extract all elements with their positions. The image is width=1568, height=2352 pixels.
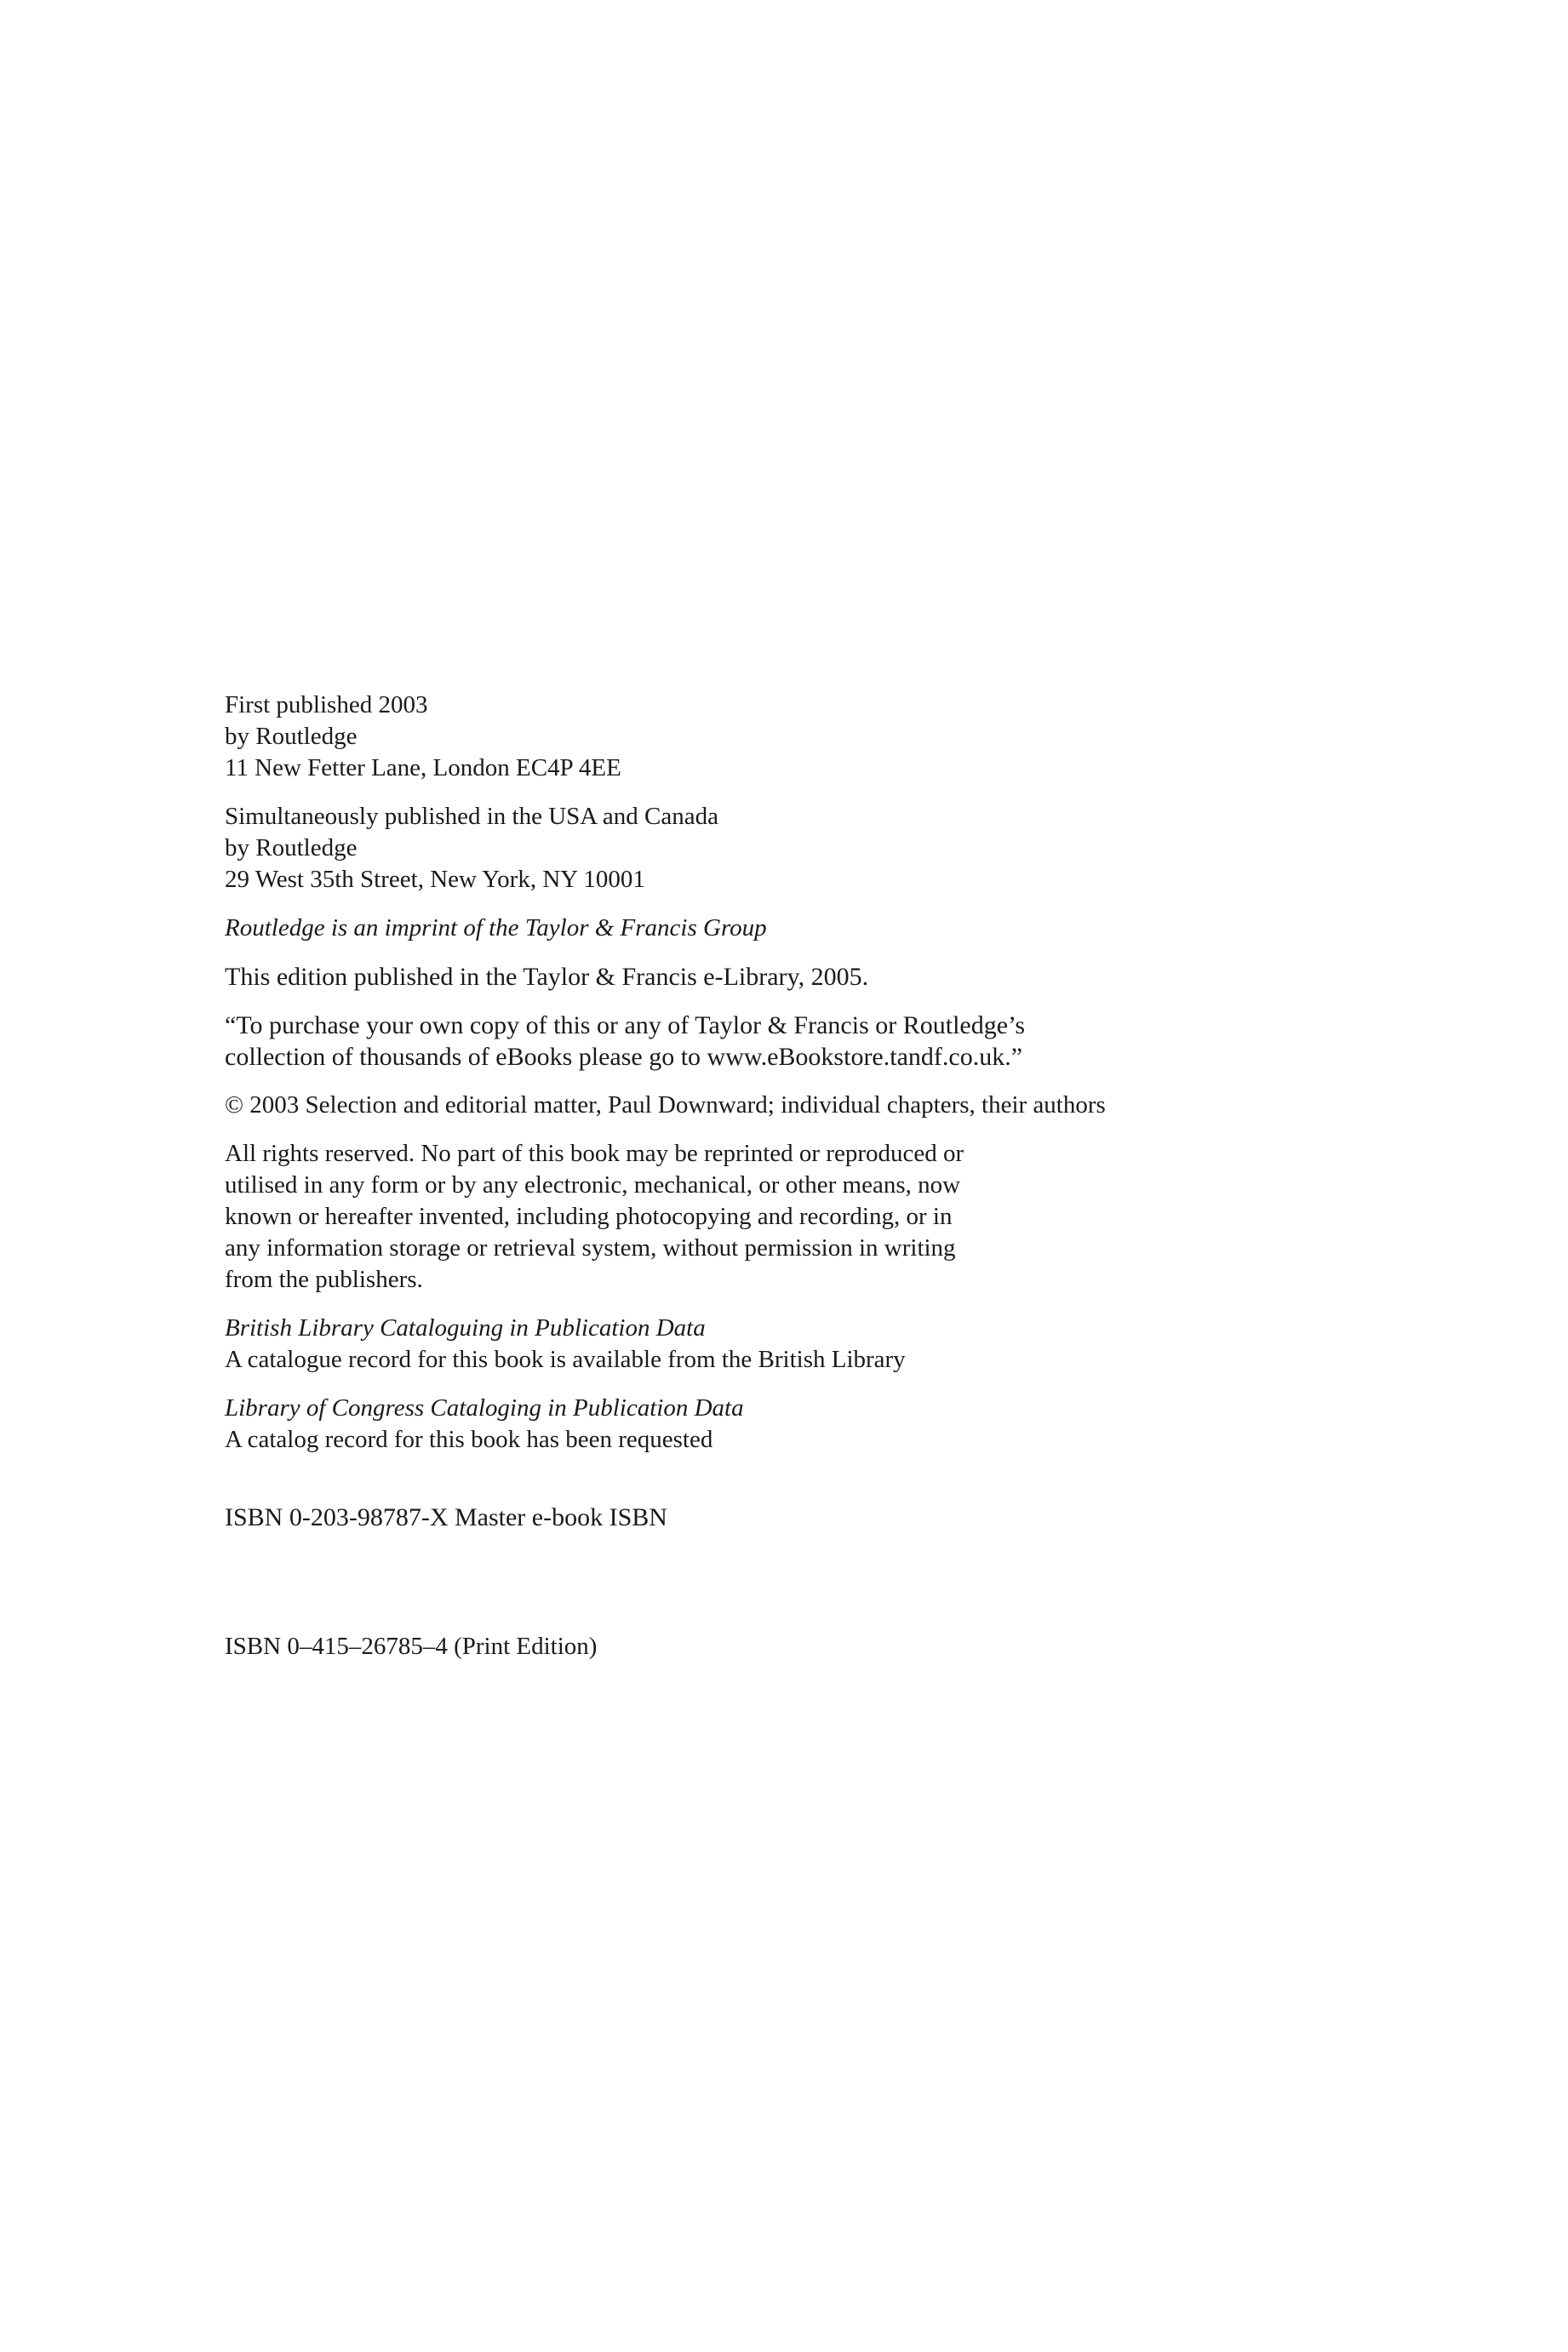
usa-canada-imprint: [225, 801, 1365, 896]
first-published-line: First published 2003: [225, 691, 428, 718]
purchase-note: [225, 1010, 1365, 1073]
purchase-note-line-2: collection of thousands of eBooks please go to www.eBookstore.tandf.co.uk.”: [225, 1043, 1023, 1071]
isbn-print-line: ISBN 0–415–26785–4 (Print Edition): [225, 1633, 598, 1660]
library-of-congress-text: A catalog record for this book has been requested: [225, 1426, 713, 1453]
copyright-page-block: [225, 690, 1365, 1473]
library-of-congress-cip: [225, 1393, 1365, 1456]
purchase-note-line-1: “To purchase your own copy of this or any of Taylor & Francis or Routledge’s: [225, 1011, 1026, 1039]
rights-line-1: All rights reserved. No part of this book may be reprinted or reproduced or: [225, 1140, 964, 1167]
publisher-imprint: [225, 690, 1365, 784]
rights-line-2: utilised in any form or by any electronic, mechanical, or other means, now: [225, 1171, 961, 1199]
british-library-heading: British Library Cataloguing in Publication Data: [225, 1314, 706, 1342]
usa-publisher-address-line: 29 West 35th Street, New York, NY 10001: [225, 866, 645, 893]
publisher-name-line: by Routledge: [225, 723, 358, 750]
imprint-group-note: Routledge is an imprint of the Taylor & Francis Group: [225, 914, 767, 941]
library-of-congress-heading: Library of Congress Cataloging in Publication Data: [225, 1394, 744, 1422]
rights-line-5: from the publishers.: [225, 1266, 423, 1293]
ebook-edition-note: This edition published in the Taylor & Francis e-Library, 2005.: [225, 963, 869, 991]
british-library-text: A catalogue record for this book is available from the British Library: [225, 1346, 906, 1373]
rights-line-4: any information storage or retrieval system, without permission in writing: [225, 1234, 956, 1262]
isbn-ebook-line: ISBN 0-203-98787-X Master e-book ISBN: [225, 1503, 667, 1531]
rights-line-3: known or hereafter invented, including photocopying and recording, or in: [225, 1203, 953, 1230]
usa-publisher-name-line: by Routledge: [225, 834, 358, 861]
british-library-cip: [225, 1313, 1365, 1376]
publisher-address-line: 11 New Fetter Lane, London EC4P 4EE: [225, 754, 621, 781]
simultaneous-publication-line: Simultaneously published in the USA and Canada: [225, 803, 718, 830]
rights-reserved-notice: [225, 1138, 1365, 1296]
copyright-notice: © 2003 Selection and editorial matter, Paul Downward; individual chapters, their authors: [225, 1091, 1106, 1119]
